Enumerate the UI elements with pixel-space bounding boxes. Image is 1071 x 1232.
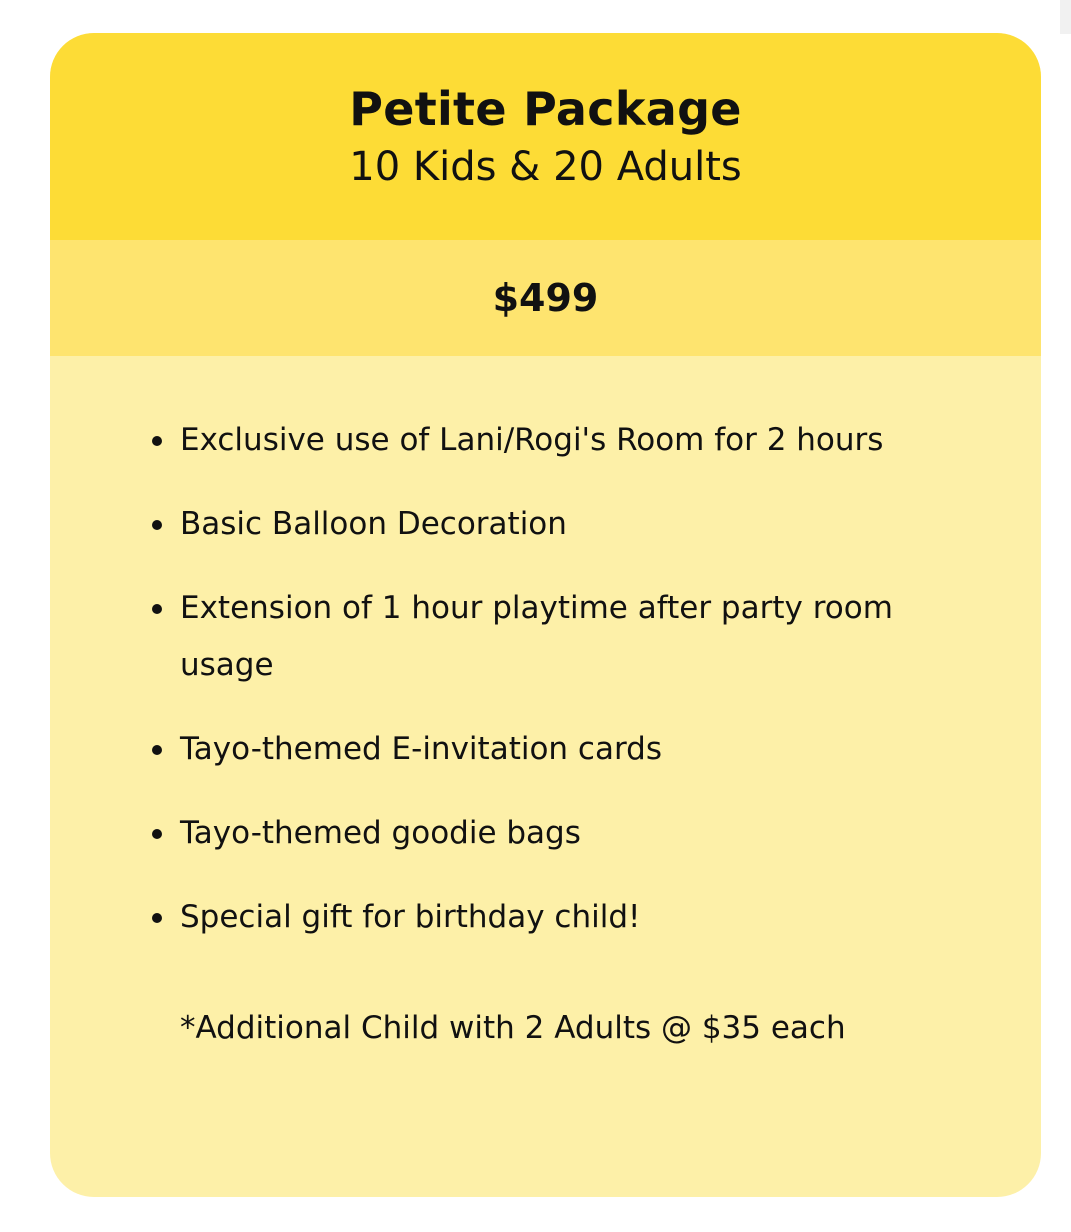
feature-text: Basic Balloon Decoration xyxy=(180,506,567,542)
feature-text: Exclusive use of Lani/Rogi's Room for 2 hours xyxy=(180,422,884,458)
bullet-icon xyxy=(152,436,162,446)
package-details xyxy=(50,356,1041,1057)
list-item xyxy=(180,496,960,553)
price-band xyxy=(50,240,1041,356)
bullet-icon xyxy=(152,829,162,839)
list-item xyxy=(180,805,960,862)
feature-list xyxy=(50,412,960,946)
package-capacity: 10 Kids & 20 Adults xyxy=(349,144,742,190)
list-item xyxy=(180,721,960,778)
list-item xyxy=(180,412,960,469)
bullet-icon xyxy=(152,604,162,614)
package-title: Petite Package xyxy=(349,82,742,136)
list-item xyxy=(180,580,960,694)
feature-text: Special gift for birthday child! xyxy=(180,899,641,935)
feature-text: Tayo-themed goodie bags xyxy=(180,815,581,851)
list-item xyxy=(180,889,960,946)
bullet-icon xyxy=(152,520,162,530)
feature-text: Tayo-themed E-invitation cards xyxy=(180,731,662,767)
package-price: $499 xyxy=(492,276,599,320)
additional-child-note: *Additional Child with 2 Adults @ $35 each xyxy=(180,1010,846,1046)
package-card xyxy=(50,33,1041,1197)
bullet-icon xyxy=(152,913,162,923)
bullet-icon xyxy=(152,745,162,755)
package-header xyxy=(50,33,1041,240)
feature-text: Extension of 1 hour playtime after party room usage xyxy=(180,590,893,683)
scrollbar-edge[interactable] xyxy=(1060,0,1071,34)
